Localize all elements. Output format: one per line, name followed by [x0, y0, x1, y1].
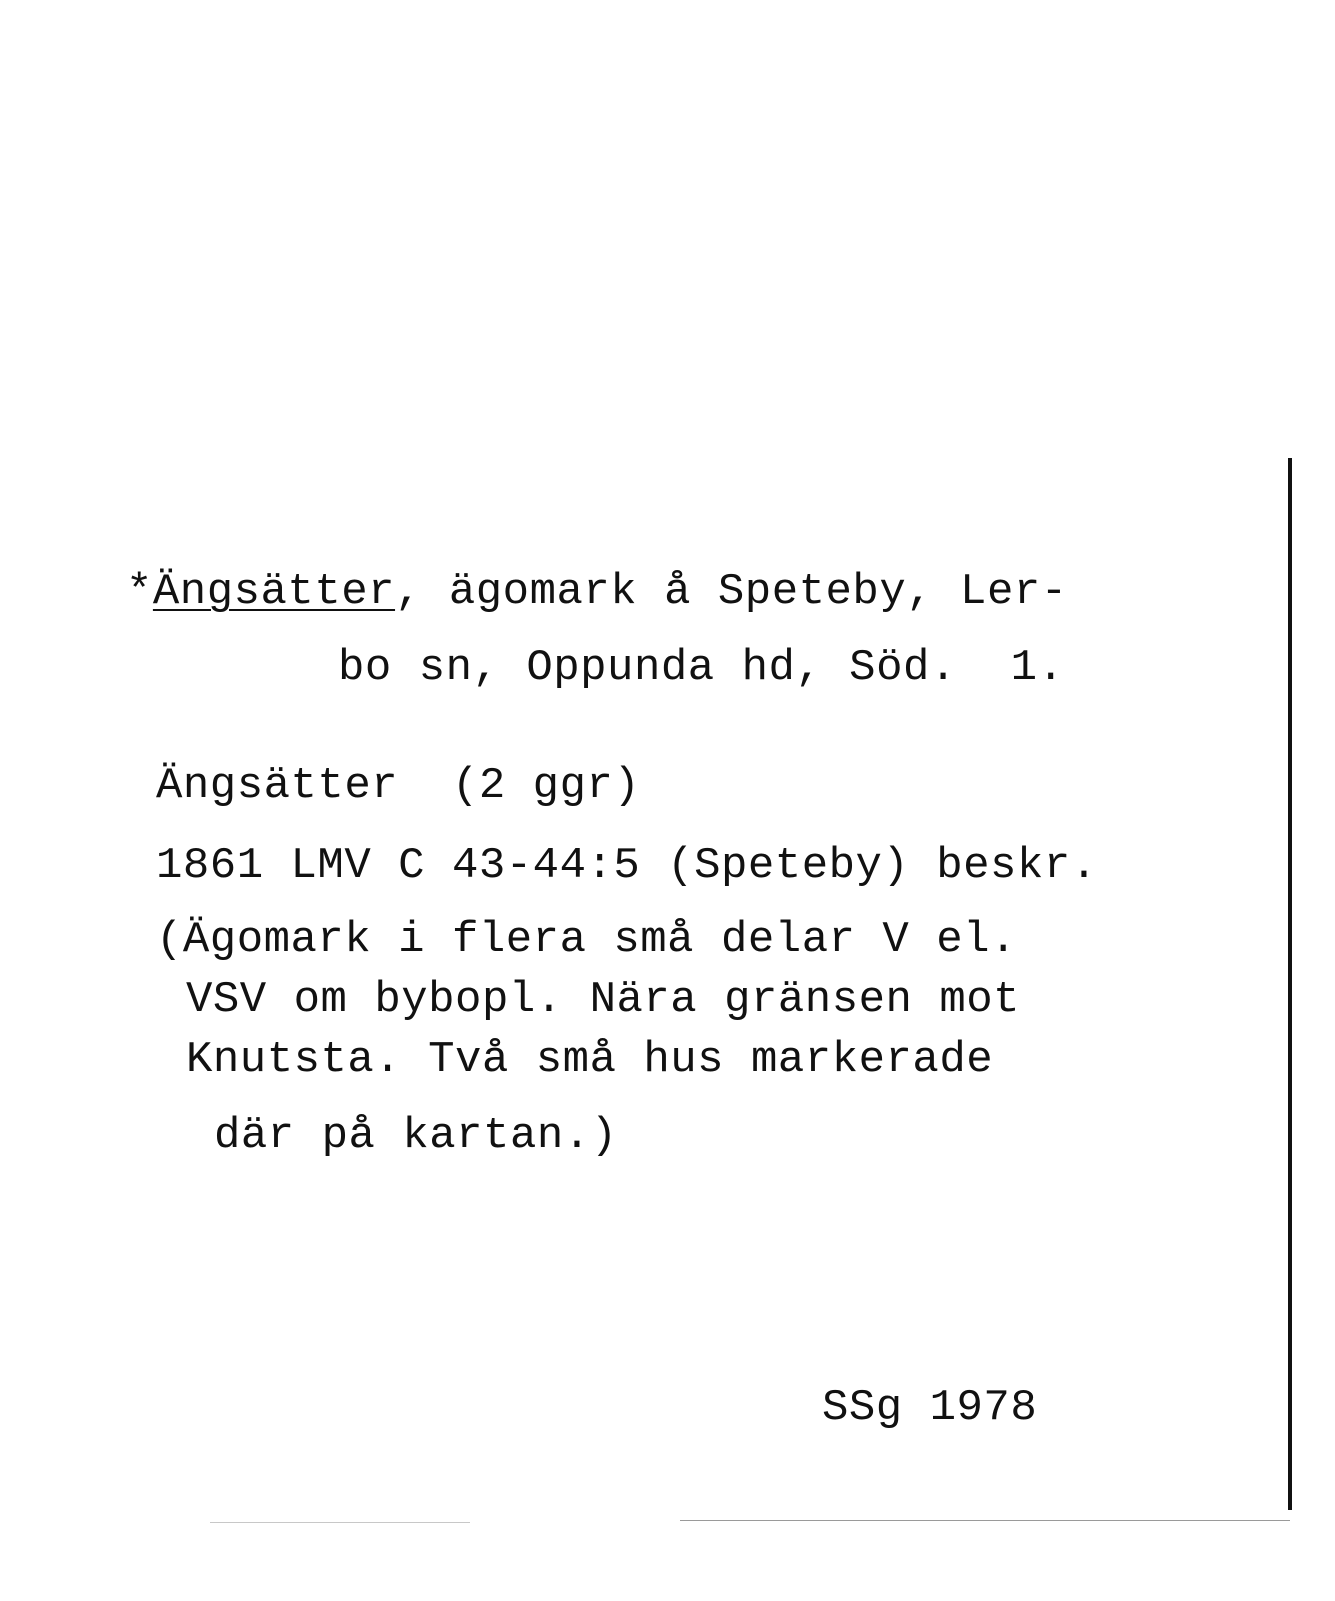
note-line: (Ägomark i flera små delar V el.: [156, 915, 1017, 965]
card-bottom-edge: [680, 1520, 1290, 1521]
card-right-edge: [1288, 458, 1292, 1510]
entry-line-2: bo sn, Oppunda hd, Söd. 1.: [338, 643, 1065, 693]
entry-marker: *: [126, 567, 153, 617]
note-line: VSV om bybopl. Nära gränsen mot: [186, 975, 1021, 1025]
card-bottom-edge-faint: [210, 1522, 470, 1523]
entry-headword: Ängsätter: [152, 567, 396, 617]
signature: SSg 1978: [822, 1383, 1038, 1433]
entry-line-1: [126, 566, 1068, 618]
source-reference: 1861 LMV C 43-44:5 (Speteby) beskr.: [156, 841, 1098, 891]
attested-form: Ängsätter (2 ggr): [156, 761, 641, 811]
note-line: där på kartan.): [214, 1111, 618, 1161]
note-line: Knutsta. Två små hus markerade: [186, 1035, 994, 1085]
entry-line-1-rest: , ägomark å Speteby, Ler-: [395, 567, 1068, 617]
